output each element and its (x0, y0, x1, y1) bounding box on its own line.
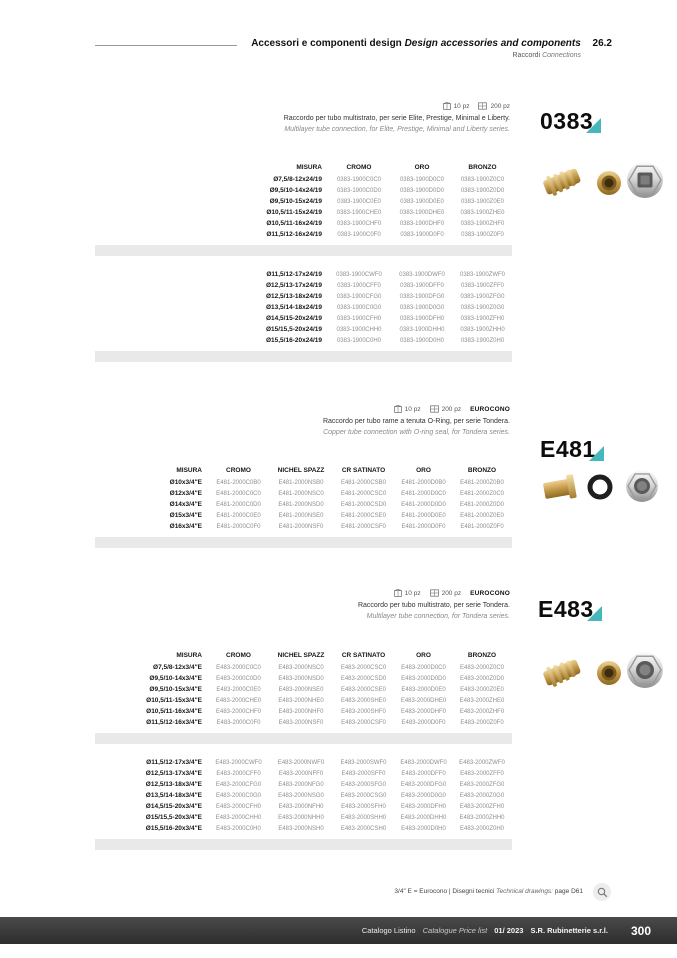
table-header-row (95, 648, 512, 662)
column-header: MISURA (176, 651, 202, 659)
code-cell: E483-2000CFG0 (215, 781, 262, 788)
footer-note-pre: 3/4" E = Eurocono | Disegni tecnici (394, 888, 497, 895)
code-cell: 0383-1900DHF0 (399, 220, 445, 227)
code-cell: E483-2000NFH0 (278, 803, 324, 810)
code-cell: 0383-1900DFG0 (399, 293, 445, 300)
code-cell: E483-2000Z0E0 (460, 686, 504, 693)
table-row (95, 717, 512, 728)
table-row (95, 673, 512, 684)
packaging-info (443, 102, 510, 110)
size-cell: Ø15/15,5-20x3/4"E (145, 814, 202, 821)
pack-large (478, 102, 510, 110)
table-row (95, 280, 512, 291)
code-cell: E481-2000CSE0 (340, 512, 387, 519)
code-cell: E483-2000CFH0 (215, 803, 262, 810)
code-cell: E481-2000D0D0 (401, 501, 446, 508)
pack-large-label: 200 pz (441, 405, 462, 413)
table-row (95, 291, 512, 302)
code-cell: E483-2000NHH0 (278, 814, 324, 821)
table-row (95, 229, 512, 240)
product-photo-e481 (538, 460, 670, 512)
table-row (95, 779, 512, 790)
size-cell: Ø14,5/15-20x3/4"E (145, 803, 202, 810)
code-cell: 0383-1900CHE0 (336, 209, 382, 216)
code-cell: 0383-1900C0H0 (336, 337, 382, 344)
pack-small-label: 10 pz (404, 589, 421, 597)
footer-edition: 01/ 2023 (494, 926, 524, 935)
footer-note-italic: Technical drawings: (496, 888, 553, 895)
code-cell: 0383-1900CFH0 (336, 315, 382, 322)
code-cell: E483-2000C0D0 (216, 675, 261, 682)
product-table-e481 (95, 463, 512, 561)
footer-catalog-label: Catalogo Listino (361, 926, 416, 935)
code-cell: 0383-1900ZHH0 (460, 326, 505, 333)
column-header: CROMO (226, 651, 251, 659)
code-cell: E483-2000ZFG0 (459, 781, 505, 788)
box-icon (443, 102, 451, 110)
pack-small-label: 10 pz (404, 405, 421, 413)
size-cell: Ø13,5/14-18x24/19 (265, 304, 322, 311)
code-cell: E481-2000C0B0 (216, 479, 261, 486)
code-cell: E483-2000Z0C0 (459, 664, 505, 671)
code-cell: 0383-1900ZWF0 (459, 271, 506, 278)
pack-large (430, 405, 462, 413)
code-cell: 0383-1900CFF0 (337, 282, 381, 289)
table-row (95, 757, 512, 768)
table-row (95, 768, 512, 779)
size-cell: Ø9,5/10-15x24/19 (269, 198, 322, 205)
description-en: Multilayer tube connection, for Tondera series. (366, 613, 510, 620)
page-number: 300 (630, 923, 651, 938)
code-cell: E483-2000ZFH0 (459, 803, 505, 810)
table-row (95, 521, 512, 532)
page-subtitle (513, 52, 582, 59)
code-cell: E483-2000D0G0 (400, 792, 447, 799)
table-row (95, 684, 512, 695)
table-row (95, 801, 512, 812)
code-cell: E483-2000SFG0 (340, 781, 387, 788)
size-cell: Ø14,5/15-20x24/19 (265, 315, 322, 322)
code-cell: E483-2000ZHH0 (459, 814, 505, 821)
size-cell: Ø11,5/12-16x3/4"E (146, 719, 202, 726)
table-row (95, 174, 512, 185)
code-cell: 0383-1900ZFF0 (460, 282, 505, 289)
accent-triangle (587, 606, 602, 621)
column-header: CR SATINATO (341, 466, 386, 474)
code-cell: E483-2000C0H0 (216, 825, 261, 832)
code-cell: E483-2000CHF0 (215, 708, 262, 715)
product-table-e483 (95, 648, 512, 863)
box-icon (394, 405, 402, 413)
column-header: ORO (416, 466, 431, 474)
product-table-0383 (95, 160, 512, 375)
description-it: Raccordo per tubo multistrato, per serie Elite, Prestige, Minimal e Liberty. (283, 115, 510, 122)
product-code-text: E483 (538, 596, 594, 622)
column-header: MISURA (176, 466, 202, 474)
code-cell: E481-2000Z0B0 (460, 479, 504, 486)
code-cell: E481-2000CSF0 (341, 523, 386, 530)
code-cell: 0383-1900C0F0 (337, 231, 381, 238)
page-subtitle-en: Connections (542, 52, 581, 59)
size-cell: Ø14x3/4"E (169, 501, 202, 508)
code-cell: 0383-1900ZHE0 (460, 209, 505, 216)
code-cell: E483-2000CFF0 (216, 770, 261, 777)
page-subtitle-it: Raccordi (512, 52, 541, 59)
footer-bar (0, 917, 677, 944)
code-cell: 0383-1900DFH0 (399, 315, 445, 322)
column-header: ORO (414, 163, 430, 171)
code-cell: E483-2000DWF0 (400, 759, 447, 766)
description-en: Copper tube connection with O-ring seal, for Tondera series. (323, 429, 510, 436)
code-cell: E483-2000ZFF0 (460, 770, 504, 777)
header-rule (95, 45, 237, 46)
code-cell: 0383-1900Z0F0 (461, 231, 504, 238)
pack-large-label: 200 pz (441, 589, 462, 597)
code-cell: E483-2000D0E0 (401, 686, 446, 693)
column-header: CR SATINATO (341, 651, 386, 659)
product-photo-0383 (538, 150, 670, 206)
code-cell: E481-2000D0B0 (401, 479, 446, 486)
code-cell: E483-2000D0F0 (401, 719, 446, 726)
code-cell: E483-2000NFG0 (278, 781, 324, 788)
code-cell: E483-2000CSD0 (340, 675, 387, 682)
size-cell: Ø12x3/4"E (169, 490, 202, 497)
code-cell: E481-2000D0E0 (401, 512, 446, 519)
eurocono-badge: EUROCONO (470, 589, 510, 597)
table-row (95, 313, 512, 324)
code-cell: E483-2000NWF0 (277, 759, 325, 766)
code-cell: 0383-1900Z0C0 (460, 176, 505, 183)
column-header: CROMO (346, 163, 372, 171)
code-cell: 0383-1900ZFG0 (460, 293, 505, 300)
code-cell: 0383-1900Z0E0 (460, 198, 505, 205)
carton-icon (430, 405, 439, 413)
group-separator (95, 839, 512, 850)
code-cell: E483-2000CSE0 (340, 686, 387, 693)
code-cell: E483-2000CSG0 (340, 792, 387, 799)
code-cell: 0383-1900D0G0 (399, 304, 445, 311)
code-cell: E483-2000NSH0 (278, 825, 324, 832)
section-number: 26.2 (592, 38, 612, 49)
table-row (95, 488, 512, 499)
footer-note (394, 888, 583, 895)
code-cell: 0383-1900C0D0 (336, 187, 382, 194)
box-icon (394, 589, 402, 597)
code-cell: E481-2000Z0D0 (459, 501, 505, 508)
column-header: NICHEL SPAZZ (277, 651, 325, 659)
product-photo-e483 (538, 641, 670, 697)
column-header: BRONZO (467, 651, 497, 659)
size-cell: Ø15,5/16-20x3/4"E (145, 825, 202, 832)
code-cell: E483-2000CWF0 (215, 759, 262, 766)
size-cell: Ø11,5/12-17x24/19 (266, 271, 322, 278)
code-cell: E483-2000SHH0 (340, 814, 387, 821)
code-cell: E483-2000DFH0 (400, 803, 447, 810)
code-cell: E483-2000SHE0 (340, 697, 387, 704)
packaging-info (394, 405, 510, 413)
code-cell: E481-2000C0E0 (216, 512, 261, 519)
size-cell: Ø12,5/13-17x24/19 (265, 282, 322, 289)
size-cell: Ø15/15,5-20x24/19 (265, 326, 322, 333)
code-cell: E483-2000Z0H0 (459, 825, 505, 832)
code-cell: E483-2000NSC0 (278, 664, 324, 671)
description-en: Multilayer tube connection, for Elite, Prestige, Minimal and Liberty series. (284, 126, 510, 133)
code-cell: 0383-1900ZHF0 (460, 220, 505, 227)
code-cell: E481-2000C0F0 (216, 523, 261, 530)
size-cell: Ø12,5/13-18x3/4"E (145, 781, 202, 788)
pack-small (443, 102, 470, 110)
code-cell: E483-2000ZHF0 (459, 708, 505, 715)
code-cell: E483-2000DHF0 (400, 708, 447, 715)
table-row (95, 324, 512, 335)
code-cell: 0383-1900C0C0 (336, 176, 382, 183)
size-cell: Ø7,5/8-12x24/19 (273, 176, 322, 183)
column-header: BRONZO (468, 163, 497, 171)
table-row (95, 269, 512, 280)
code-cell: E483-2000DFF0 (401, 770, 446, 777)
code-cell: E481-2000NSE0 (278, 512, 324, 519)
column-header: MISURA (296, 163, 322, 171)
code-cell: E483-2000DFG0 (400, 781, 447, 788)
code-cell: E483-2000Z0G0 (459, 792, 505, 799)
column-header: ORO (416, 651, 431, 659)
table-row (95, 185, 512, 196)
product-code-text: 0383 (540, 108, 594, 134)
code-cell: E483-2000SFF0 (341, 770, 386, 777)
code-cell: 0383-1900Z0H0 (460, 337, 505, 344)
code-cell: E481-2000CSC0 (340, 490, 387, 497)
table-row (95, 790, 512, 801)
column-header: NICHEL SPAZZ (277, 466, 325, 474)
pack-small (394, 405, 421, 413)
footer-company: S.R. Rubinetterie s.r.l. (530, 926, 608, 935)
code-cell: E483-2000NHF0 (278, 708, 324, 715)
size-cell: Ø9,5/10-14x24/19 (269, 187, 322, 194)
table-row (95, 302, 512, 313)
size-cell: Ø15x3/4"E (169, 512, 202, 519)
size-cell: Ø7,5/8-12x3/4"E (153, 664, 202, 671)
page-title-en: Design accessories and components (404, 38, 581, 49)
code-cell: 0383-1900DWF0 (399, 271, 445, 278)
footer-note-post: page D61 (553, 888, 583, 895)
size-cell: Ø10,5/11-16x24/19 (266, 220, 322, 227)
code-cell: 0383-1900D0E0 (400, 198, 444, 205)
code-cell: E483-2000C0C0 (216, 664, 261, 671)
code-cell: E481-2000Z0F0 (460, 523, 504, 530)
code-cell: E483-2000NHE0 (278, 697, 324, 704)
code-cell: 0383-1900CHF0 (336, 220, 382, 227)
code-cell: E483-2000ZHE0 (459, 697, 505, 704)
product-code-heading (540, 108, 601, 135)
table-row (95, 335, 512, 346)
magnifier-icon (597, 887, 608, 898)
size-cell: Ø12,5/13-18x24/19 (265, 293, 322, 300)
code-cell: E483-2000Z0F0 (460, 719, 504, 726)
table-row (95, 510, 512, 521)
accent-triangle (589, 446, 604, 461)
product-code-text: E481 (540, 436, 596, 462)
code-cell: 0383-1900Z0D0 (460, 187, 505, 194)
code-cell: E483-2000DHH0 (400, 814, 447, 821)
eurocono-badge: EUROCONO (470, 405, 510, 413)
code-cell: E483-2000ZWF0 (459, 759, 505, 766)
code-cell: 0383-1900CFG0 (336, 293, 382, 300)
code-cell: E483-2000NSF0 (278, 719, 324, 726)
table-row (95, 499, 512, 510)
column-header: CROMO (226, 466, 251, 474)
code-cell: E483-2000C0E0 (216, 686, 261, 693)
code-cell: E483-2000C0G0 (215, 792, 262, 799)
code-cell: E483-2000CSC0 (340, 664, 387, 671)
size-cell: Ø11,5/12-16x24/19 (266, 231, 322, 238)
code-cell: E481-2000NSB0 (278, 479, 324, 486)
code-cell: E483-2000NFF0 (278, 770, 324, 777)
code-cell: E481-2000C0D0 (216, 501, 261, 508)
size-cell: Ø9,5/10-15x3/4"E (149, 686, 202, 693)
code-cell: E483-2000SHF0 (341, 708, 386, 715)
table-row (95, 207, 512, 218)
pack-large (430, 589, 462, 597)
table-row (95, 662, 512, 673)
code-cell: E483-2000SFH0 (341, 803, 386, 810)
code-cell: 0383-1900DHE0 (399, 209, 445, 216)
size-cell: Ø10,5/11-15x3/4"E (146, 697, 202, 704)
code-cell: E481-2000NSD0 (278, 501, 324, 508)
code-cell: E483-2000NSG0 (278, 792, 324, 799)
page-title-it: Accessori e componenti design (251, 38, 402, 49)
code-cell: E483-2000CSH0 (340, 825, 387, 832)
code-cell: E481-2000Z0E0 (460, 512, 504, 519)
code-cell: 0383-1900CHH0 (336, 326, 382, 333)
group-separator (95, 245, 512, 256)
code-cell: E483-2000D0C0 (401, 664, 446, 671)
code-cell: E483-2000SWF0 (340, 759, 387, 766)
code-cell: E481-2000Z0C0 (459, 490, 505, 497)
code-cell: 0383-1900Z0G0 (460, 304, 505, 311)
size-cell: Ø10,5/11-16x3/4"E (146, 708, 202, 715)
code-cell: E483-2000NSE0 (278, 686, 324, 693)
code-cell: E483-2000CHE0 (215, 697, 262, 704)
product-code-heading (538, 596, 602, 623)
column-header: BRONZO (467, 466, 497, 474)
page-title (251, 38, 612, 49)
code-cell: E481-2000NSF0 (278, 523, 324, 530)
size-cell: Ø16x3/4"E (169, 523, 202, 530)
size-cell: Ø10x3/4"E (169, 479, 202, 486)
carton-icon (430, 589, 439, 597)
code-cell: E481-2000NSC0 (278, 490, 324, 497)
code-cell: 0383-1900D0H0 (399, 337, 445, 344)
code-cell: E483-2000NSD0 (278, 675, 324, 682)
size-cell: Ø11,5/12-17x3/4"E (146, 759, 202, 766)
code-cell: 0383-1900ZFH0 (460, 315, 505, 322)
packaging-info (394, 589, 510, 597)
pack-large-label: 200 pz (490, 102, 510, 110)
table-row (95, 706, 512, 717)
code-cell: 0383-1900D0D0 (399, 187, 445, 194)
code-cell: 0383-1900C0E0 (337, 198, 381, 205)
footer-catalog-label-en: Catalogue Price list (422, 926, 488, 935)
code-cell: E483-2000D0H0 (401, 825, 446, 832)
code-cell: E481-2000D0F0 (401, 523, 446, 530)
code-cell: 0383-1900CWF0 (336, 271, 382, 278)
table-header-row (95, 463, 512, 477)
accent-triangle (586, 118, 601, 133)
group-separator (95, 537, 512, 548)
table-row (95, 695, 512, 706)
table-row (95, 196, 512, 207)
code-cell: E483-2000CHH0 (215, 814, 262, 821)
size-cell: Ø10,5/11-15x24/19 (266, 209, 322, 216)
code-cell: E483-2000DHE0 (400, 697, 447, 704)
code-cell: 0383-1900C0G0 (336, 304, 382, 311)
table-row (95, 823, 512, 834)
zoom-button[interactable] (593, 883, 611, 901)
pack-small (394, 589, 421, 597)
code-cell: 0383-1900DFF0 (400, 282, 444, 289)
table-header-row (95, 160, 512, 174)
description-it: Raccordo per tubo rame a tenuta O-Ring, per serie Tondera. (322, 418, 510, 425)
code-cell: E481-2000C0C0 (216, 490, 261, 497)
table-row (95, 477, 512, 488)
pack-small-label: 10 pz (453, 102, 470, 110)
code-cell: E483-2000C0F0 (216, 719, 261, 726)
code-cell: 0383-1900D0F0 (400, 231, 444, 238)
size-cell: Ø15,5/16-20x24/19 (265, 337, 322, 344)
code-cell: 0383-1900DHH0 (399, 326, 445, 333)
table-row (95, 218, 512, 229)
code-cell: 0383-1900D0C0 (399, 176, 445, 183)
code-cell: E481-2000CSB0 (340, 479, 387, 486)
carton-icon (478, 102, 487, 110)
size-cell: Ø9,5/10-14x3/4"E (149, 675, 202, 682)
description-it: Raccordo per tubo multistrato, per serie Tondera. (357, 602, 510, 609)
size-cell: Ø13,5/14-18x3/4"E (145, 792, 202, 799)
code-cell: E483-2000CSF0 (341, 719, 386, 726)
product-code-heading (540, 436, 604, 463)
code-cell: E483-2000Z0D0 (459, 675, 505, 682)
size-cell: Ø12,5/13-17x3/4"E (145, 770, 202, 777)
group-separator (95, 351, 512, 362)
code-cell: E483-2000D0D0 (401, 675, 446, 682)
code-cell: E481-2000CSD0 (340, 501, 387, 508)
code-cell: E481-2000D0C0 (401, 490, 446, 497)
group-separator (95, 733, 512, 744)
table-row (95, 812, 512, 823)
